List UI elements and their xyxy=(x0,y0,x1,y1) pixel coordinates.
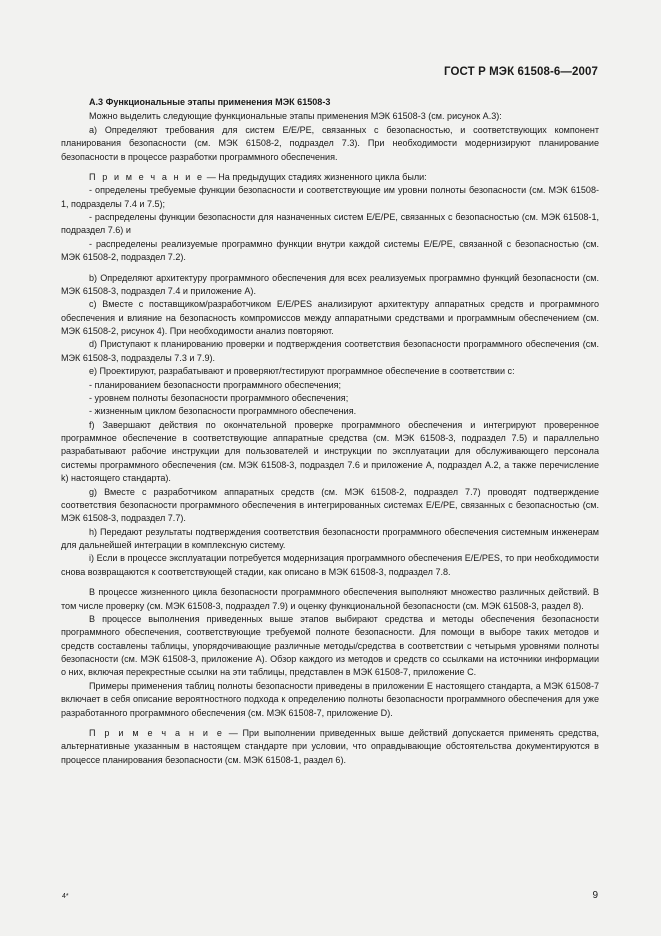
note-1-item: - распределены функции безопасности для назначенных систем E/E/PE, связанных с безопасностью (см. МЭК 61508-1, подраздел 7.6) и xyxy=(61,212,599,236)
document-id: ГОСТ Р МЭК 61508-6—2007 xyxy=(444,66,598,78)
item-g: g) Вместе с разработчиком аппаратных средств (см. МЭК 61508-2, подраздел 7.7) проводят подтверждение соответствия безопасности программного обеспечения в интегрированных системах E/E/PE, связанных с безопасностью (см. МЭК 61508-3, подраздел 7.7). xyxy=(61,486,599,524)
item-h: h) Передают результаты подтверждения соответствия безопасности программного обеспечения системным инженерам для дальнейшей интеграции в комплексную систему. xyxy=(61,526,599,550)
paragraph-methods: В процессе выполнения приведенных выше этапов выбирают средства и методы обеспечения безопасности программного обеспечения, соответствующие требуемой полноте безопасности. Для помощи в выборе таких методов и средств составлены таблицы, упорядочивающие различные методы/средства в соответствии с четырьмя уровнями полноты безопасности (см. МЭК 61508-3, приложение А). Обзор каждого из методов и средств со ссылками на источники информации о них, включая перекрестные ссылки на эти таблицы, представлен в МЭК 61508-7, приложение С. xyxy=(61,613,599,678)
item-e: е) Проектируют, разрабатывают и проверяют/тестируют программное обеспечение в соответствии с: xyxy=(89,366,515,377)
note-1-item: - распределены реализуемые программно функции внутри каждой системы E/E/PE, связанной с безопасностью (см. МЭК 61508-2, подраздел 7.2). xyxy=(61,238,599,263)
item-f: f) Завершают действия по окончательной проверке программного обеспечения и интегрируют проверенное программное обеспечение в соответствующие аппаратные средства (см. МЭК 61508-3, подраздел 7.5) и параллельно разрабатывают рабочие инструкции для пользователей и инструкции по эксплуатации для обслуживающего персонала системы программного обеспечения (см. МЭК 61508-3, подраздел 7.6 и приложение А, подраздел А.2, а также перечисление k) настоящего стандарта). xyxy=(61,419,599,484)
note-2-text: — При выполнении приведенных выше действий допускается применять средства, альтернативные указанным в настоящем стандарте при условии, что оправдывающие обстоятельства документируются в процессе планирования безопасности (см. МЭК 61508-1, раздел 6). xyxy=(61,727,599,765)
item-e-sub: - уровнем полноты безопасности программного обеспечения; xyxy=(89,392,349,403)
note-2-label: П р и м е ч а н и е xyxy=(89,727,224,738)
item-b: b) Определяют архитектуру программного обеспечения для всех реализуемых программно функций безопасности (см. МЭК 61508-3, подраздел 7.4 и приложение А). xyxy=(61,272,599,296)
page-number: 9 xyxy=(592,890,598,901)
page-body xyxy=(61,96,599,767)
paragraph-lifecycle: В процессе жизненного цикла безопасности программного обеспечения выполняют множество различных действий. В том числе проверку (см. МЭК 61508-3, подраздел 7.9) и оценку функциональной безопасности (см. МЭК 61508-3, раздел 8). xyxy=(61,587,599,611)
note-1-item: - определены требуемые функции безопасности и соответствующие им уровни полноты безопасности (см. МЭК 61508-1, подразделы 7.4 и 7.5); xyxy=(61,185,599,209)
section-heading: А.3 Функциональные этапы применения МЭК 61508-3 xyxy=(89,97,331,107)
item-c: c) Вместе с поставщиком/разработчиком E/E/PES анализируют архитектуру аппаратных средств и программного обеспечения и влияние на безопасность компромиссов между аппаратными средствами и программным обеспечением (см. МЭК 61508-2, рисунок 4). При необходимости анализ повторяют. xyxy=(61,299,599,336)
item-e-sub: - планированием безопасности программного обеспечения; xyxy=(89,379,342,390)
note-2 xyxy=(61,727,599,767)
paragraph-examples: Примеры применения таблиц полноты безопасности приведены в приложении Е настоящего стандарта, а МЭК 61508-7 включает в себя описание вероятностного подхода к определению полноты безопасности программного обеспечения для уже разработанного программного обеспечения (см. МЭК 61508-7, приложение D). xyxy=(61,680,599,718)
item-e-sub: - жизненным циклом безопасности программного обеспечения. xyxy=(89,406,357,417)
section-intro: Можно выделить следующие функциональные этапы применения МЭК 61508-3 (см. рисунок А.3): xyxy=(89,111,502,122)
footer-mark: 4* xyxy=(62,893,69,900)
item-a: а) Определяют требования для систем E/E/PE, связанных с безопасностью, и соответствующих компонент планирования безопасности (см. МЭК 61508-2, подраздел 7.3). При необходимости модернизируют планирование безопасности в процессе разработки программного обеспечения. xyxy=(61,124,599,162)
note-1-label: П р и м е ч а н и е xyxy=(89,171,205,182)
note-1 xyxy=(61,171,599,184)
note-1-text: — На предыдущих стадиях жизненного цикла были: xyxy=(204,171,427,182)
item-i: i) Если в процессе эксплуатации потребуется модернизация программного обеспечения E/E/PES, то при необходимости снова возвращаются к соответствующей стадии, как описано в МЭК 61508-3, подраздел 7.8. xyxy=(61,553,599,577)
item-d: d) Приступают к планированию проверки и подтверждения соответствия безопасности программного обеспечения (см. МЭК 61508-3, подразделы 7.3 и 7.9). xyxy=(61,339,599,363)
